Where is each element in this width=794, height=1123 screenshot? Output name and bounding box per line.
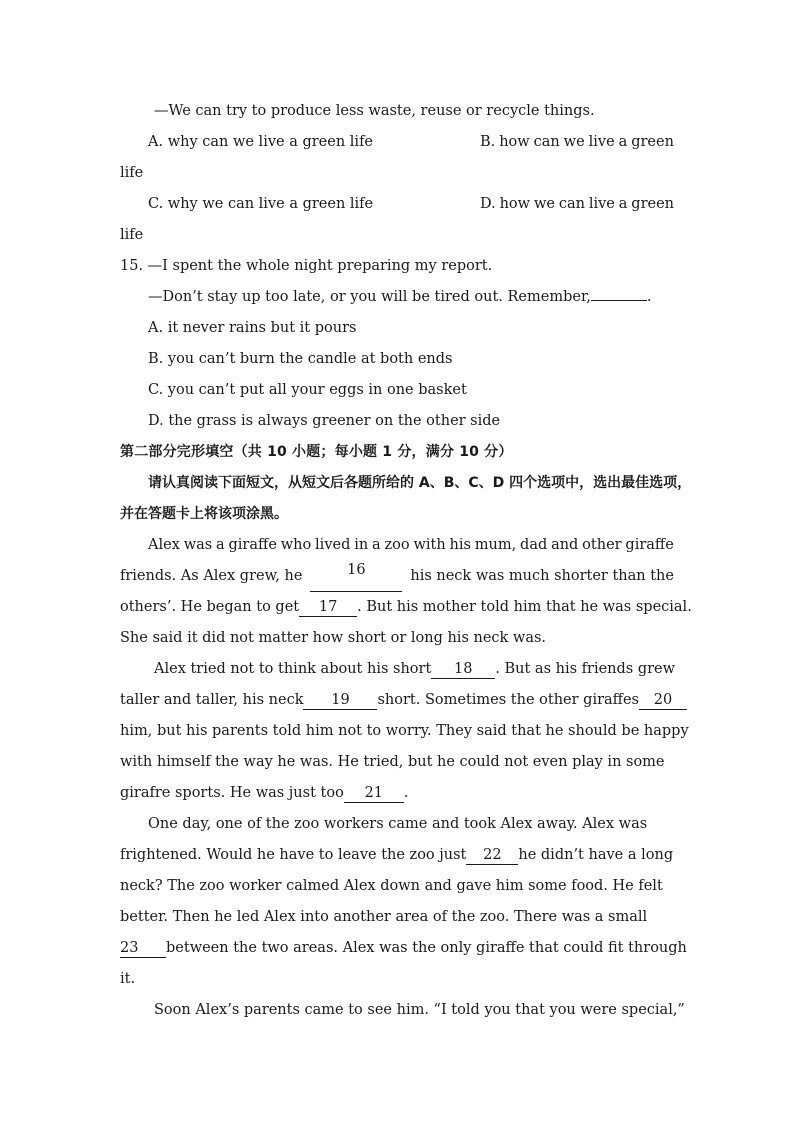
blank-18[interactable]: 18 <box>431 660 495 679</box>
q14-option-c: C. why we can live a green life <box>148 196 374 212</box>
q14-option-a: A. why can we live a green life <box>148 134 374 150</box>
q15-option-d: D. the grass is always greener on the other side <box>148 413 501 429</box>
document-page <box>120 96 692 1026</box>
section-instructions-line2: 并在答题卡上将该项涂黑。 <box>120 506 288 522</box>
passage-p1-line4: She said it did not matter how short or long his neck was. <box>120 630 547 646</box>
blank-22[interactable]: 22 <box>466 846 518 865</box>
section-heading: 第二部分完形填空（共 10 小题；每小题 1 分，满分 10 分） <box>120 444 513 460</box>
blank-19[interactable]: 19 <box>303 691 377 710</box>
passage-p1-line1: Alex was a giraffe who lived in a zoo with his mum, dad and other giraffe <box>148 537 674 553</box>
q14-option-d-continued: life <box>120 227 144 243</box>
q15-question-line: 15. —I spent the whole night preparing my report. <box>120 258 493 274</box>
passage-p3-line1: One day, one of the zoo workers came and took Alex away. Alex was <box>148 816 648 832</box>
blank-21[interactable]: 21 <box>344 784 404 803</box>
q15-option-a: A. it never rains but it pours <box>148 320 357 336</box>
q15-answer-blank[interactable] <box>591 300 647 301</box>
blank-23[interactable]: 23 <box>120 939 166 958</box>
blank-16[interactable]: 16 <box>310 561 402 592</box>
passage-p3-line2: frightened. Would he have to leave the zoo just 22 he didn’t have a long <box>120 847 674 863</box>
q15-response-line: —Don’t stay up too late, or you will be tired out. Remember, . <box>148 289 652 305</box>
passage-p3-line6: it. <box>120 971 136 987</box>
passage-p2-line4: with himself the way he was. He tried, but he could not even play in some <box>120 754 665 770</box>
passage-p3-line5: 23 between the two areas. Alex was the only giraffe that could fit through <box>120 940 687 956</box>
q14-option-b: B. how can we live a green <box>480 134 674 150</box>
q14-options-ab <box>120 127 674 158</box>
q14-option-d: D. how we can live a green <box>480 196 674 212</box>
q14-options-cd <box>120 189 674 220</box>
q14-option-b-continued: life <box>120 165 144 181</box>
passage-p3-line4: better. Then he led Alex into another area of the zoo. There was a small <box>120 909 648 925</box>
passage-p3-line3: neck? The zoo worker calmed Alex down and gave him some food. He felt <box>120 878 663 894</box>
section-instructions-line1: 请认真阅读下面短文，从短文后各题所给的 A、B、C、D 四个选项中，选出最佳选项， <box>148 475 692 491</box>
passage-p1-line2: friends. As Alex grew, he 16 his neck was much shorter than the <box>120 561 674 592</box>
q14-answer-line: —We can try to produce less waste, reuse or recycle things. <box>154 103 595 119</box>
passage-p2-line1: Alex tried not to think about his short 18 . But as his friends grew <box>154 661 676 677</box>
passage-p4-line1: Soon Alex’s parents came to see him. “I told you that you were special,” <box>154 1002 685 1018</box>
blank-20[interactable]: 20 <box>639 691 687 710</box>
passage-p2-line2: taller and taller, his neck 19 short. Sometimes the other giraffes 20 <box>120 685 674 716</box>
passage-p2-line3: him, but his parents told him not to worry. They said that he should be happy <box>120 723 689 739</box>
passage-p2-line5: girafre sports. He was just too 21 . <box>120 785 409 801</box>
q15-option-b: B. you can’t burn the candle at both ends <box>148 351 453 367</box>
blank-17[interactable]: 17 <box>299 598 357 617</box>
q15-option-c: C. you can’t put all your eggs in one basket <box>148 382 467 398</box>
passage-p1-line3: others’. He began to get 17 . But his mother told him that he was special. <box>120 599 692 615</box>
